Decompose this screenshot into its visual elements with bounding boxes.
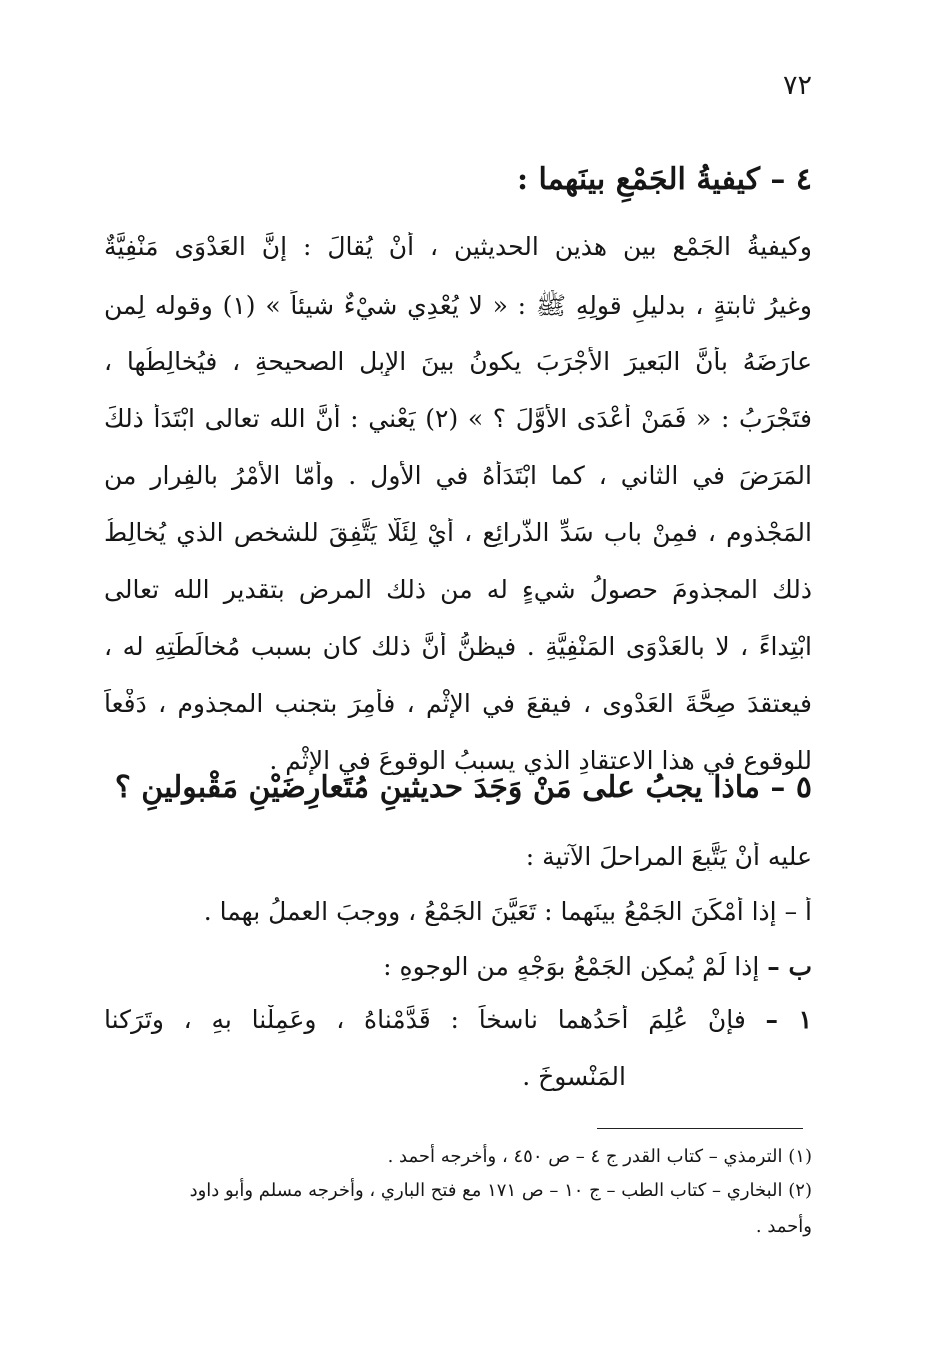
- paragraph-line-10: للوقوعِ في هذا الاعتقادِ الذي يسببُ الوقوعَ في الإِثْمِ .: [269, 746, 812, 775]
- paragraph-line-6: المَجْذومِ ، فمِنْ بابِ سَدِّ الذَّرائِعِ ، أيْ لِئَلَّا يَتَّفِقَ للشخصِ الذي يُخالِطُ: [104, 518, 812, 547]
- footnote-2: (٢) البخاري – كتاب الطب – ج ١٠ – ص ١٧١ مع فتح الباري ، وأخرجه مسلم وأبو داود: [189, 1180, 812, 1201]
- item-b: [383, 952, 812, 981]
- section-5-heading: ٥ – ماذا يجبُ على مَنْ وَجَدَ حديثينِ مُتَعارِضَيْنِ مَقْبولينِ ؟: [114, 770, 812, 805]
- footnote-2-continuation: وأحمد .: [755, 1216, 812, 1237]
- page-number: ٧٢: [782, 70, 812, 101]
- item-1-marker: ١ –: [765, 1005, 812, 1034]
- item-1-continuation: المَنْسوخَ .: [522, 1062, 626, 1091]
- item-1-text: فإنْ عُلِمَ أَحَدُهما ناسخاً : قَدَّمْناهُ ، وعَمِلْنا بهِ ، وتَرَكنا: [104, 1005, 746, 1034]
- item-a-marker: أ –: [784, 897, 812, 926]
- paragraph-line-7: ذلك المجذومَ حصولُ شيءٍ له من ذلك المرضِ بتقديرِ الله تعالى: [104, 575, 812, 604]
- paragraph-line-3: عارَضَهُ بأنَّ البَعيرَ الأَجْرَبَ يكونُ بينَ الإِبِلِ الصحيحةِ ، فيُخالِطُها ،: [104, 347, 812, 376]
- paragraph-line-5: المَرَضَ في الثاني ، كما ابْتَدَأَهُ في الأول . وأمّا الأَمْرُ بالفِرارِ من: [104, 461, 812, 490]
- item-b-marker: ب –: [767, 952, 812, 981]
- section-5-intro: عليه أنْ يَتَّبِعَ المراحلَ الآتية :: [525, 842, 812, 871]
- paragraph-line-4: فتَجْرَبُ : « فَمَنْ أَعْدَى الأَوَّلَ ؟ » (٢) يَعْني : أنَّ الله تعالى ابْتَدَأَ ذلكَ: [104, 404, 812, 433]
- item-a-text: إذا أَمْكَنَ الجَمْعُ بينَهما : تَعَيَّنَ الجَمْعُ ، ووجبَ العملُ بهما .: [203, 897, 777, 926]
- paragraph-line-2: وغيرُ ثابتةٍ ، بدليلِ قولِهِ ﷺ : « لا يُعْدِي شيْءٌ شيئاً » (١) وقوله لِمن: [104, 291, 812, 320]
- paragraph-line-8: ابْتِداءً ، لا بالعَدْوَى المَنْفِيَّةِ . فيظنُّ أنَّ ذلك كان بسبب مُخالَطَتِهِ له ،: [104, 632, 812, 661]
- item-b-text: إذا لَمْ يُمكِنِ الجَمْعُ بوَجْهٍ من الوجوهِ :: [383, 952, 760, 981]
- paragraph-line-1: وكيفيةُ الجَمْعِ بين هذينِ الحديثينِ ، أَنْ يُقالَ : إنَّ العَدْوَى مَنْفِيَّةٌ: [104, 232, 812, 261]
- item-1: [104, 1005, 812, 1034]
- footnote-divider: [597, 1128, 803, 1129]
- section-4-heading: ٤ – كيفيةُ الجَمْعِ بينَهما :: [517, 162, 812, 197]
- footnote-1: (١) الترمذي – كتاب القدر ج ٤ – ص ٤٥٠ ، وأخرجه أحمد .: [387, 1146, 812, 1167]
- paragraph-line-9: فيعتقدَ صِحَّةَ العَدْوى ، فيقعَ في الإِثْمِ ، فأُمِرَ بتجنبِ المجذومِ ، دَفْعاً: [104, 689, 812, 718]
- item-a: [204, 897, 812, 926]
